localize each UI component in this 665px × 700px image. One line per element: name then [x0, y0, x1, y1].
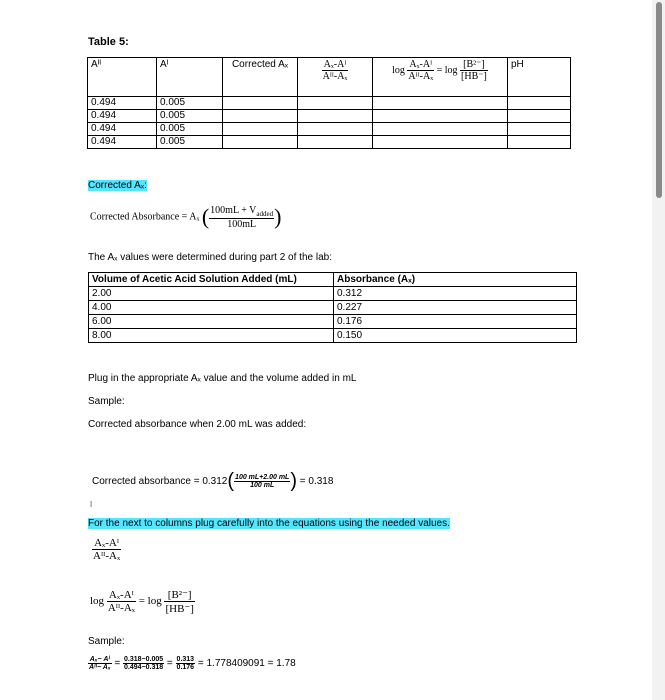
- table-row: 0.494 0.005: [88, 136, 571, 149]
- header-corrected: Corrected Aₓ: [223, 58, 298, 97]
- volume-table: [88, 272, 577, 343]
- table-row: 4.00 0.227: [89, 301, 577, 315]
- table-row: 2.00 0.312: [89, 287, 577, 301]
- sample-label-1: Sample:: [88, 396, 125, 407]
- header-a-i: Aᴵ: [157, 58, 223, 97]
- header-log: log $\frac{\text{Aₓ-Aᴵ}}{\text{Aᴵᴵ-Aₓ}}$ = log $\frac{\text{[B²⁻]}}{[HB^-]}$: [373, 58, 508, 97]
- sample-calculation: Corrected absorbance = 0.312( $\frac{100 mL+2.00 mL}{100 mL}$ ) = 0.318: [92, 470, 334, 492]
- table5-header-row: [88, 58, 571, 97]
- ratio-formula: $\frac{\text{Aₓ-Aᴵ}}{\text{Aᴵᴵ-Aₓ}}$: [93, 537, 121, 562]
- table5: [87, 57, 571, 149]
- table-row: 0.494 0.005: [88, 110, 571, 123]
- header-ph: pH: [508, 58, 571, 97]
- sample2-calculation: $\frac{\text{Aₓ− Aᴵ}}{\text{Aᴵᴵ− Aₓ}}$ = $\frac{0.318-0.005}{0.494-0.318}$ = $\frac{0.313}{0.176}$ = 1.778409091 = 1.78: [89, 656, 296, 671]
- plug-in-note: Plug in the appropriate Aₓ value and the volume added in mL: [88, 373, 357, 384]
- table-row: 0.494 0.005: [88, 97, 571, 110]
- table-row: 6.00 0.176: [89, 315, 577, 329]
- values-note: The Aₓ values were determined during part 2 of the lab:: [88, 252, 332, 263]
- sample-description: Corrected absorbance when 2.00 mL was added:: [88, 419, 307, 430]
- table-row: 0.494 0.005: [88, 123, 571, 136]
- table-row: 8.00 0.150: [89, 329, 577, 343]
- table5-title: Table 5:: [88, 36, 129, 48]
- corrected-heading: Corrected Aₓ:: [88, 180, 147, 191]
- next-columns-note: For the next to columns plug carefully into the equations using the needed values.: [88, 518, 450, 529]
- volume-table-header: Volume of Acetic Acid Solution Added (mL) Absorbance (Aₓ): [89, 273, 577, 287]
- log-formula: log $\frac{\text{Aₓ-Aᴵ}}{\text{Aᴵᴵ-Aₓ}}$ = log $\frac{\text{[B²⁻]}}{[HB^-]}$: [90, 589, 194, 615]
- sample-label-2: Sample:: [88, 636, 125, 647]
- header-a-ii: Aᴵᴵ: [88, 58, 157, 97]
- header-ratio: $\frac{\text{Aₓ-Aᴵ}}{\text{Aᴵᴵ-Aₓ}}$: [298, 58, 373, 97]
- scrollbar-thumb[interactable]: [656, 2, 662, 198]
- corrected-formula: Corrected Absorbance = Aₓ ( $\frac{100mL + V_{added}}{100mL}$ ): [90, 204, 282, 230]
- text-cursor-mark: I: [90, 500, 93, 509]
- vertical-scrollbar[interactable]: [652, 0, 665, 700]
